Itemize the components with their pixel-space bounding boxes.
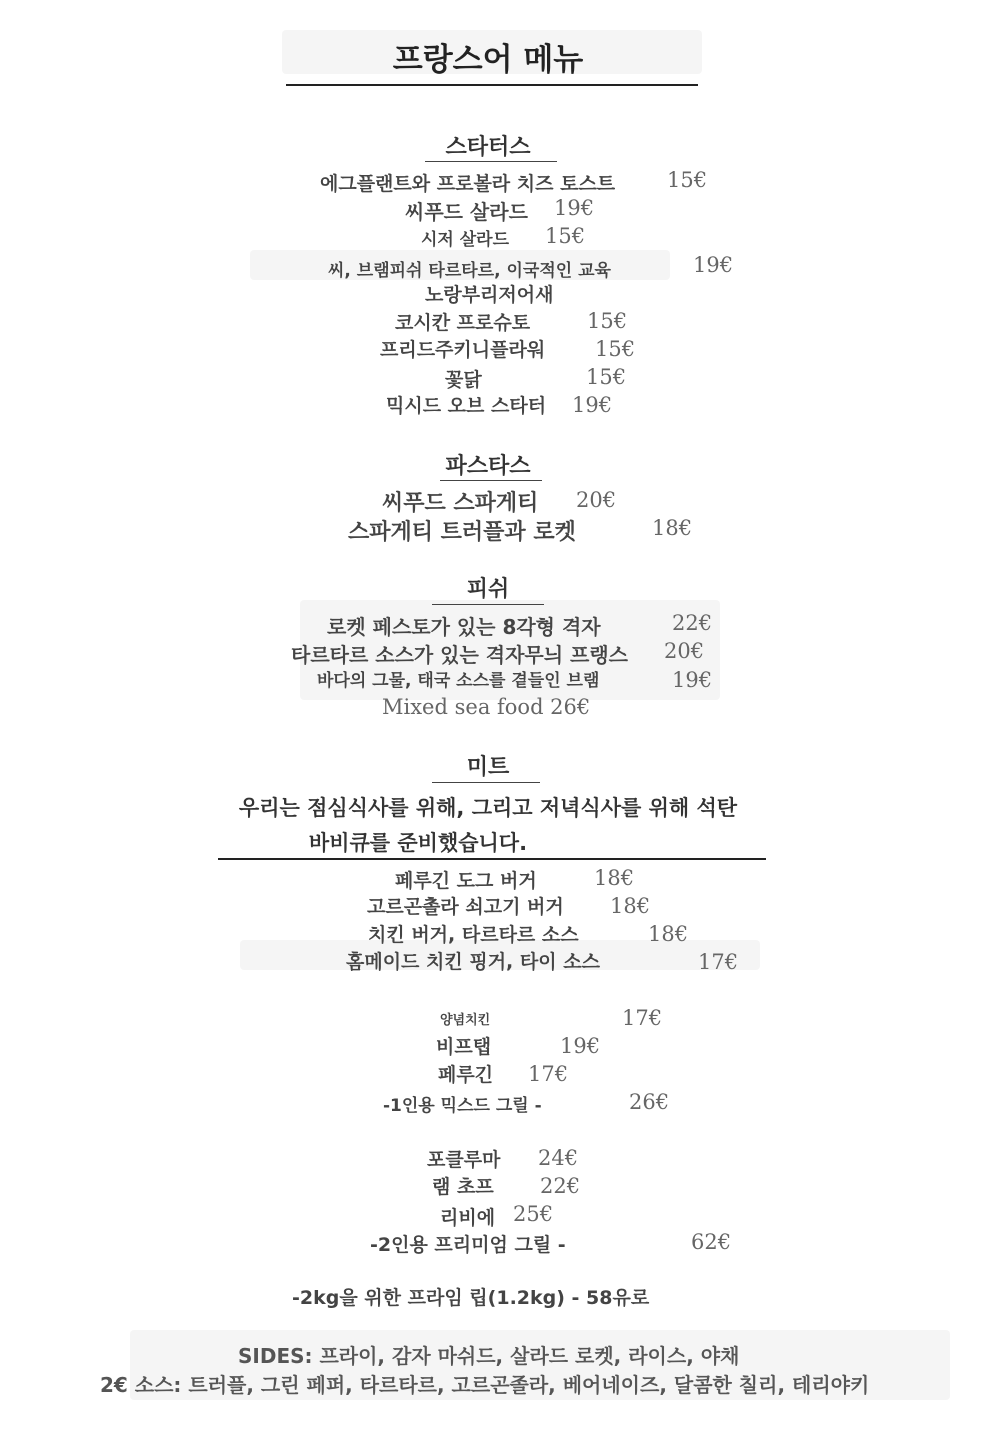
menu-item-price: 20€ (576, 488, 617, 512)
menu-item-price: 18€ (648, 922, 689, 946)
menu-item-name: 프리드주키니플라워 (380, 339, 546, 361)
menu-item-price: 19€ (572, 393, 613, 417)
section-underline (440, 480, 542, 481)
menu-item-price: 22€ (672, 611, 713, 635)
menu-item-name: 타르타르 소스가 있는 격자무늬 프랭스 (291, 643, 628, 667)
menu-item-name: -1인용 믹스드 그릴 - (383, 1096, 542, 1116)
menu-item-price: 25€ (513, 1202, 554, 1226)
menu-item-name: 포클루마 (427, 1149, 501, 1171)
section-underline (432, 604, 544, 605)
menu-item-price: 19€ (693, 253, 734, 277)
menu-item-name: Mixed sea food 26€ (382, 695, 591, 719)
menu-item-price: 17€ (528, 1062, 569, 1086)
menu-item-name: 꽃닭 (445, 369, 482, 391)
menu-item-name: 리비에 (440, 1207, 496, 1229)
section-underline (432, 782, 540, 783)
section-heading-fish: 피쉬 (466, 577, 510, 602)
menu-item-name: 씨푸드 스파게티 (382, 491, 539, 516)
menu-item-price: 19€ (560, 1034, 601, 1058)
section-underline (425, 161, 557, 162)
meat-note-line2: 바비큐를 준비했습니다. (308, 831, 528, 855)
section-heading-meat: 미트 (466, 755, 510, 780)
menu-item-name: 믹시드 오브 스타터 (386, 395, 547, 417)
section-heading-pastas: 파스타스 (445, 454, 531, 479)
section-heading-starters: 스타터스 (445, 135, 531, 160)
menu-item-name: 에그플랜트와 프로볼라 치즈 토스트 (320, 173, 616, 195)
menu-item-price: 15€ (586, 365, 627, 389)
menu-item-price: 19€ (554, 196, 595, 220)
menu-item-name: 램 초프 (432, 1176, 494, 1198)
menu-item-name: 로켓 페스토가 있는 8각형 격자 (327, 615, 601, 639)
prime-rib-line: -2kg을 위한 프라임 립(1.2kg) - 58유로 (292, 1287, 650, 1309)
title-underline (286, 84, 698, 86)
meat-note-line1: 우리는 점심식사를 위해, 그리고 저녁식사를 위해 석탄 (238, 796, 738, 820)
menu-item-name: 페루긴 도그 버거 (395, 870, 537, 892)
menu-item-name: 노랑부리저어새 (425, 284, 554, 306)
menu-item-name: 고르곤촐라 쇠고기 버거 (367, 896, 564, 918)
menu-item-price: 18€ (652, 516, 693, 540)
menu-item-name: 스파게티 트러플과 로켓 (348, 520, 576, 545)
menu-item-price: 19€ (672, 668, 713, 692)
menu-item-price: 18€ (610, 894, 651, 918)
menu-item-name: 바다의 그물, 태국 소스를 곁들인 브램 (317, 671, 600, 691)
menu-item-name: 홈메이드 치킨 핑거, 타이 소스 (346, 951, 600, 973)
meat-note-underline (218, 858, 766, 860)
menu-item-price: 62€ (691, 1230, 732, 1254)
menu-item-price: 17€ (698, 950, 739, 974)
menu-item-price: 15€ (545, 224, 586, 248)
menu-item-name: 양념치킨 (440, 1013, 491, 1028)
menu-item-name: 페루긴 (438, 1064, 494, 1086)
menu-item-price: 17€ (622, 1006, 663, 1030)
menu-item-price: 22€ (540, 1174, 581, 1198)
menu-item-name: 치킨 버거, 타르타르 소스 (368, 924, 579, 946)
sides-line: SIDES: 프라이, 감자 마쉬드, 살라드 로켓, 라이스, 야채 (238, 1344, 740, 1368)
menu-item-name: 시저 살라드 (421, 230, 510, 250)
menu-item-name: 비프탭 (436, 1036, 492, 1058)
menu-item-price: 15€ (587, 309, 628, 333)
menu-item-name: 씨푸드 살라드 (405, 200, 528, 224)
menu-title: 프랑스어 메뉴 (392, 42, 584, 78)
menu-item-price: 24€ (538, 1146, 579, 1170)
menu-item-price: 15€ (667, 168, 708, 192)
menu-item-price: 26€ (629, 1090, 670, 1114)
menu-item-price: 20€ (664, 639, 705, 663)
menu-item-price: 18€ (594, 866, 635, 890)
menu-item-price: 15€ (595, 337, 636, 361)
menu-item-name: 코시칸 프로슈토 (395, 312, 531, 334)
menu-item-name: -2인용 프리미엄 그릴 - (370, 1234, 566, 1256)
sauces-line: 2€ 소스: 트러플, 그린 페퍼, 타르타르, 고르곤졸라, 베어네이즈, 달콤한 칠리, 테리야키 (100, 1373, 870, 1397)
menu-item-name: 씨, 브램피쉬 타르타르, 이국적인 교육 (328, 261, 611, 281)
